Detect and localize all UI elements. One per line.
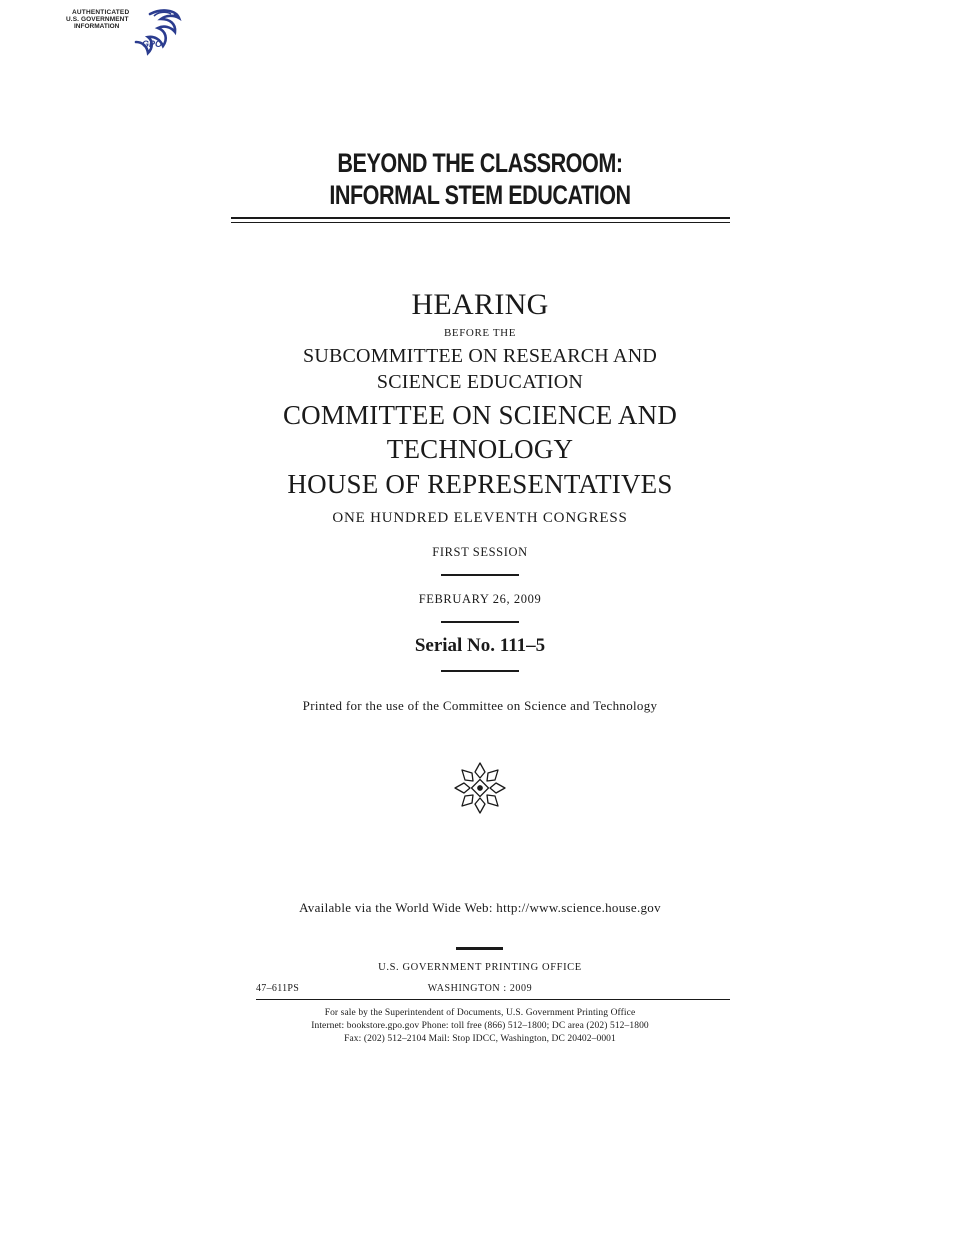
divider-rule: [456, 947, 503, 950]
title-line-1: BEYOND THE CLASSROOM:: [337, 148, 623, 178]
title-line-2: INFORMAL STEM EDUCATION: [329, 180, 631, 210]
divider-rule: [441, 574, 519, 576]
subcommittee-line-2: SCIENCE EDUCATION: [376, 371, 584, 393]
logo-text-line2: U.S. GOVERNMENT: [66, 16, 129, 23]
sale-info-line-1: For sale by the Superintendent of Documents, U.S. Government Printing Office: [324, 1008, 636, 1018]
printed-for-text: Printed for the use of the Committee on Science and Technology: [302, 698, 658, 713]
imprint-rule: [256, 999, 730, 1000]
before-the-text: BEFORE THE: [443, 327, 517, 339]
sale-info-line-3: Fax: (202) 512–2104 Mail: Stop IDCC, Washington, DC 20402–0001: [344, 1034, 616, 1044]
web-availability-text: Available via the World Wide Web: http://www.science.house.gov: [299, 900, 661, 915]
logo-text-line1: AUTHENTICATED: [72, 9, 130, 16]
divider-rule: [441, 670, 519, 672]
gpo-ornament-icon: [452, 760, 508, 816]
logo-text-line3: INFORMATION: [74, 23, 120, 30]
divider-rule: [441, 621, 519, 623]
logo-gpo-mark: GPO: [142, 39, 163, 49]
jacket-number: 47–611PS: [256, 983, 300, 994]
gpo-authenticated-logo: [58, 6, 186, 58]
committee-line-1: COMMITTEE ON SCIENCE AND: [282, 400, 678, 430]
session-text: FIRST SESSION: [432, 545, 528, 559]
printing-office-name: U.S. GOVERNMENT PRINTING OFFICE: [378, 962, 582, 973]
subcommittee-line-1: SUBCOMMITTEE ON RESEARCH AND: [303, 345, 657, 367]
imprint-place-year: WASHINGTON : 2009: [427, 983, 533, 994]
eagle-icon: [58, 6, 186, 58]
hearing-date: FEBRUARY 26, 2009: [418, 592, 542, 606]
sale-info-line-2: Internet: bookstore.gpo.gov Phone: toll free (866) 512–1800; DC area (202) 512–1800: [311, 1021, 649, 1031]
serial-number: Serial No. 111–5: [414, 635, 546, 656]
house-of-representatives: HOUSE OF REPRESENTATIVES: [287, 469, 673, 499]
title-double-rule: [231, 217, 730, 224]
committee-line-2: TECHNOLOGY: [386, 434, 574, 464]
congress-text: ONE HUNDRED ELEVENTH CONGRESS: [332, 510, 628, 526]
hearing-heading: HEARING: [411, 288, 549, 321]
